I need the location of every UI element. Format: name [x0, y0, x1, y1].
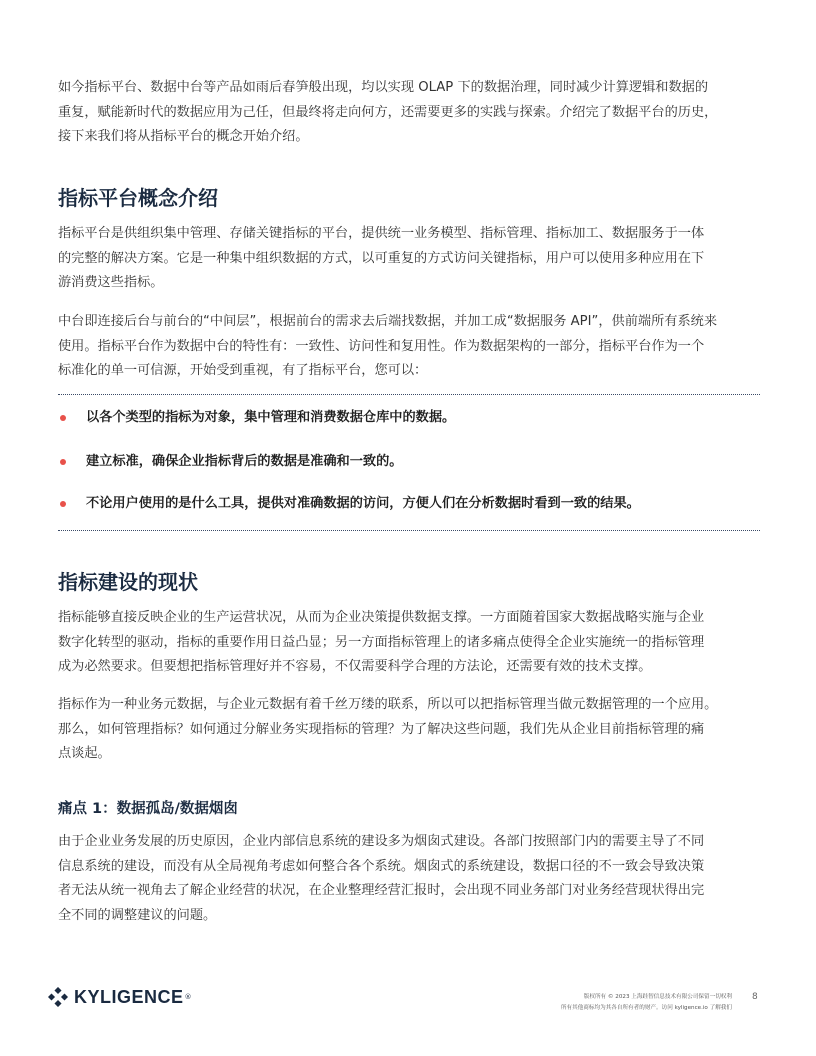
metric-construction-paragraph: 指标能够直接反映企业的生产运营状况，从而为企业决策提供数据支撑。一方面随着国家大数据战略实施与企业 数字化转型的驱动，指标的重要作用日益凸显；另一方面指标管理上的诸多痛点使得全企业实施统一的指标管理 成为必然要求。但要想把指标管理好并不容易，不仅需要科学合理的方法论，还需要有效的技术支撑。: [58, 610, 705, 674]
metric-metadata-paragraph: 指标作为一种业务元数据，与企业元数据有着千丝万缕的联系，所以可以把指标管理当做元数据管理的一个应用。 那么，如何管理指标？如何通过分解业务实现指标的管理？为了解决这些问题，我们先从企业目前指标管理的痛 点谈起。: [58, 697, 718, 761]
section-heading-metric-platform-concept: 指标平台概念介绍: [58, 186, 218, 210]
pain-point-1-heading: 痛点 1：数据孤岛/数据烟囱: [58, 801, 238, 817]
trademark-line: 所有其他商标均为其各自所有者的财产。访问 kyligence.io 了解我们: [560, 1005, 732, 1011]
data-silo-paragraph: 由于企业业务发展的历史原因，企业内部信息系统的建设多为烟囱式建设。各部门按照部门内的需要主导了不同 信息系统的建设，而没有从全局视角考虑如何整合各个系统。烟囱式的系统建设，数据口径的不一致会导致决策 者无法从统一视角去了解企业经营的状况，在企业整理经营汇报时，会出现不同业务部门对业务经营现状得出完 全不同的调整建议的问题。: [58, 834, 705, 923]
bullet-dot-icon: [60, 415, 66, 421]
bullet-list-top-divider: [58, 394, 760, 395]
metric-platform-definition-paragraph: 指标平台是供组织集中管理、存储关键指标的平台，提供统一业务模型、指标管理、指标加工、数据服务于一体 的完整的解决方案。它是一种集中组织数据的方式，以可重复的方式访问关键指标，用户可以使用多种应用在下 游消费这些指标。: [58, 226, 705, 290]
middle-platform-paragraph: 中台即连接后台与前台的“中间层”，根据前台的需求去后端找数据，并加工成“数据服务 API”，供前端所有系统来 使用。指标平台作为数据中台的特性有：一致性、访问性和复用性。作为数据架构的一部分，指标平台作为一个 标准化的单一可信源，开始受到重视，有了指标平台，您可以：: [58, 314, 718, 378]
bullet-item-text: 以各个类型的指标为对象，集中管理和消费数据仓库中的数据。: [86, 410, 456, 425]
bullet-list-item: [58, 451, 760, 475]
page-number: 8: [752, 992, 758, 1002]
bullet-list-item: [58, 493, 760, 517]
copyright-line: 版权所有 © 2023 上海跬智信息技术有限公司保留一切权利: [583, 994, 732, 1000]
section-heading-metric-construction-status: 指标建设的现状: [58, 570, 198, 594]
intro-paragraph: 如今指标平台、数据中台等产品如雨后春笋般出现，均以实现 OLAP 下的数据治理，同时减少计算逻辑和数据的 重复，赋能新时代的数据应用为己任，但最终将走向何方，还需要更多的实践与探索。介绍完了数据平台的历史， 接下来我们将从指标平台的概念开始介绍。: [58, 80, 718, 144]
bullet-dot-icon: [60, 501, 66, 507]
logo-wordmark: KYLIGENCE: [74, 986, 184, 1007]
bullet-item-text: 建立标准，确保企业指标背后的数据是准确和一致的。: [86, 454, 403, 469]
registered-mark: ®: [184, 993, 192, 1001]
bullet-list-bottom-divider: [58, 530, 760, 531]
bullet-dot-icon: [60, 459, 66, 465]
bullet-item-text: 不论用户使用的是什么工具，提供对准确数据的访问，方便人们在分析数据时看到一致的结果。: [86, 496, 640, 511]
kyligence-diamond-logo-icon: [48, 987, 68, 1007]
copyright-notice: [561, 992, 732, 1014]
kyligence-logo: [48, 986, 192, 1008]
bullet-list-item: [58, 407, 760, 431]
